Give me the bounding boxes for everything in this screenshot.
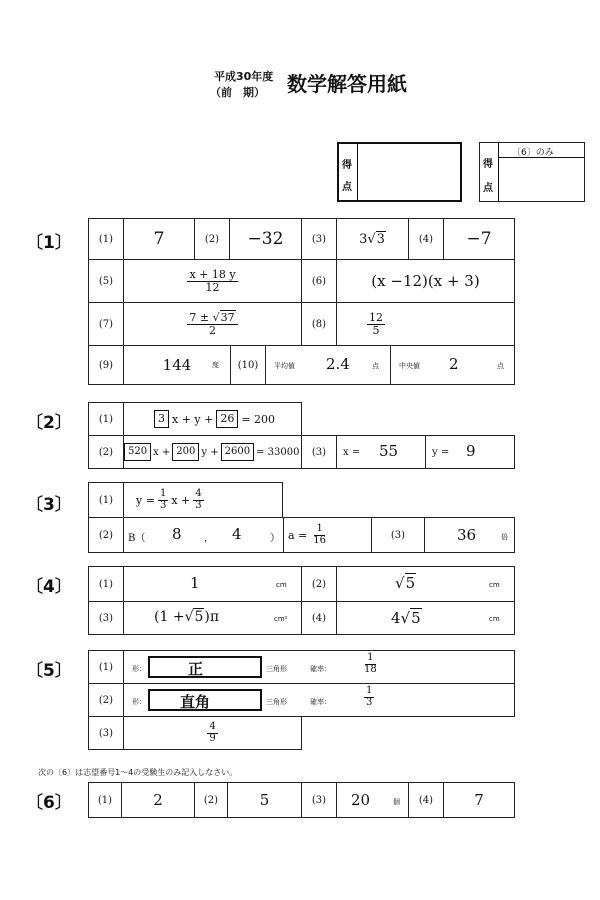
mean-value: 2.4 [326, 355, 350, 373]
only6-label: 〔6〕のみ [512, 148, 554, 158]
s1-q4-num: (4) [408, 218, 444, 260]
s6-q4-num: (4) [408, 782, 444, 818]
s1-q9-answer: 144 [123, 345, 231, 385]
exam-year: 平成30年度 [214, 70, 274, 83]
s1-q8-answer: $\frac{12}{5}$ [336, 302, 515, 346]
median-value: 2 [449, 355, 459, 373]
s3-q2-a-answer: a = $\frac{1}{16}$ [283, 517, 372, 553]
s6-q3-num: (3) [301, 782, 337, 818]
s4-q1-num: (1) [88, 566, 124, 602]
score-box-6 [479, 142, 585, 202]
median-label: 中央値 [399, 362, 420, 370]
s2-q3-num: (3) [301, 435, 337, 469]
score6-label-2: 点 [483, 183, 493, 194]
s1-q10-mean [265, 345, 391, 385]
s6-q4-answer: 7 [443, 782, 515, 818]
s2-q2-answer: 520 x + 200 y + 2600 = 33000 [123, 435, 302, 469]
s4-q3-answer: (1 +√5)π cm² [123, 601, 302, 635]
s2-q1-num: (1) [88, 402, 124, 436]
s6-q2-num: (2) [194, 782, 228, 818]
s1-q9-num: (9) [88, 345, 124, 385]
score-label-2: 点 [342, 182, 352, 193]
median-unit: 点 [497, 362, 504, 370]
score6-label-1: 得 [483, 159, 493, 170]
section-2-label: 〔2〕 [26, 413, 72, 433]
s6-q1-answer: 2 [121, 782, 195, 818]
s3-q3-answer: 36 倍 [424, 517, 515, 553]
s3-q2-num: (2) [88, 517, 124, 553]
s2-q3-x: x = 55 [336, 435, 426, 469]
s5-q1-shape-box [148, 656, 262, 678]
s2-q1-answer: 3 x + y + 26 = 200 [123, 402, 302, 436]
s3-q3-num: (3) [371, 517, 425, 553]
s3-q2-b-answer: B（ 8 ， 4 ） [123, 517, 284, 553]
s1-q2-num: (2) [194, 218, 230, 260]
s1-q5-answer: $\frac{x + 18 y}{12}$ [123, 259, 302, 303]
mean-unit: 点 [372, 362, 379, 370]
s3-q1-answer: y = $\frac{1}{3}$ x + $\frac{4}{3}$ [123, 482, 283, 518]
s4-q3-num: (3) [88, 601, 124, 635]
s1-q6-num: (6) [301, 259, 337, 303]
s6-q2-answer: 5 [227, 782, 302, 818]
s1-q1-num: (1) [88, 218, 124, 260]
score-label-1: 得 [342, 160, 352, 171]
score-box [337, 142, 462, 202]
s5-q3-num: (3) [88, 716, 124, 750]
s5-q1-num: (1) [88, 650, 124, 684]
s1-q2-answer: −32 [229, 218, 302, 260]
section-4-label: 〔4〕 [26, 577, 72, 597]
section-5-label: 〔5〕 [26, 661, 72, 681]
s6-q3-answer: 20 個 [336, 782, 409, 818]
s6-q1-num: (1) [88, 782, 122, 818]
s5-q2-num: (2) [88, 683, 124, 717]
s4-q2-answer: √5 cm [336, 566, 515, 602]
s1-q10-num: (10) [230, 345, 266, 385]
s3-q1-num: (1) [88, 482, 124, 518]
section-6-label: 〔6〕 [26, 793, 72, 813]
note-text: 次の〔6〕は志望番号1～4の受験生のみ記入しなさい。 [38, 768, 238, 777]
s4-q1-answer: 1 cm [123, 566, 302, 602]
s1-q4-answer: −7 [443, 218, 515, 260]
s1-q7-num: (7) [88, 302, 124, 346]
s4-q2-num: (2) [301, 566, 337, 602]
s1-q6-answer: (x −12)(x + 3) [336, 259, 515, 303]
s1-q3-answer: 3 √ 3 [336, 218, 409, 260]
s1-q5-num: (5) [88, 259, 124, 303]
s5-q1-answer: 形： 正 三角形 確率： $\frac{1}{18}$ [123, 650, 515, 684]
mean-label: 平均値 [274, 362, 295, 370]
s5-q2-answer: 形： 直角 三角形 確率： $\frac{1}{3}$ [123, 683, 515, 717]
s2-q3-y: y = 9 [425, 435, 515, 469]
s4-q4-num: (4) [301, 601, 337, 635]
section-3-label: 〔3〕 [26, 495, 72, 515]
exam-term: （前 期） [210, 86, 265, 99]
s1-q1-answer: 7 [123, 218, 195, 260]
s1-q7-answer: $\frac{7 \pm √37}{2}$ [123, 302, 302, 346]
s5-q3-answer: $\frac{4}{9}$ [123, 716, 302, 750]
s1-q9-unit: 度 [212, 361, 219, 369]
s1-q10-median [390, 345, 515, 385]
s1-q3-num: (3) [301, 218, 337, 260]
s1-q8-num: (8) [301, 302, 337, 346]
s4-q4-answer: 4√5 cm [336, 601, 515, 635]
s2-q2-num: (2) [88, 435, 124, 469]
section-1-label: 〔1〕 [26, 233, 72, 253]
page-title: 数学解答用紙 [287, 72, 407, 96]
